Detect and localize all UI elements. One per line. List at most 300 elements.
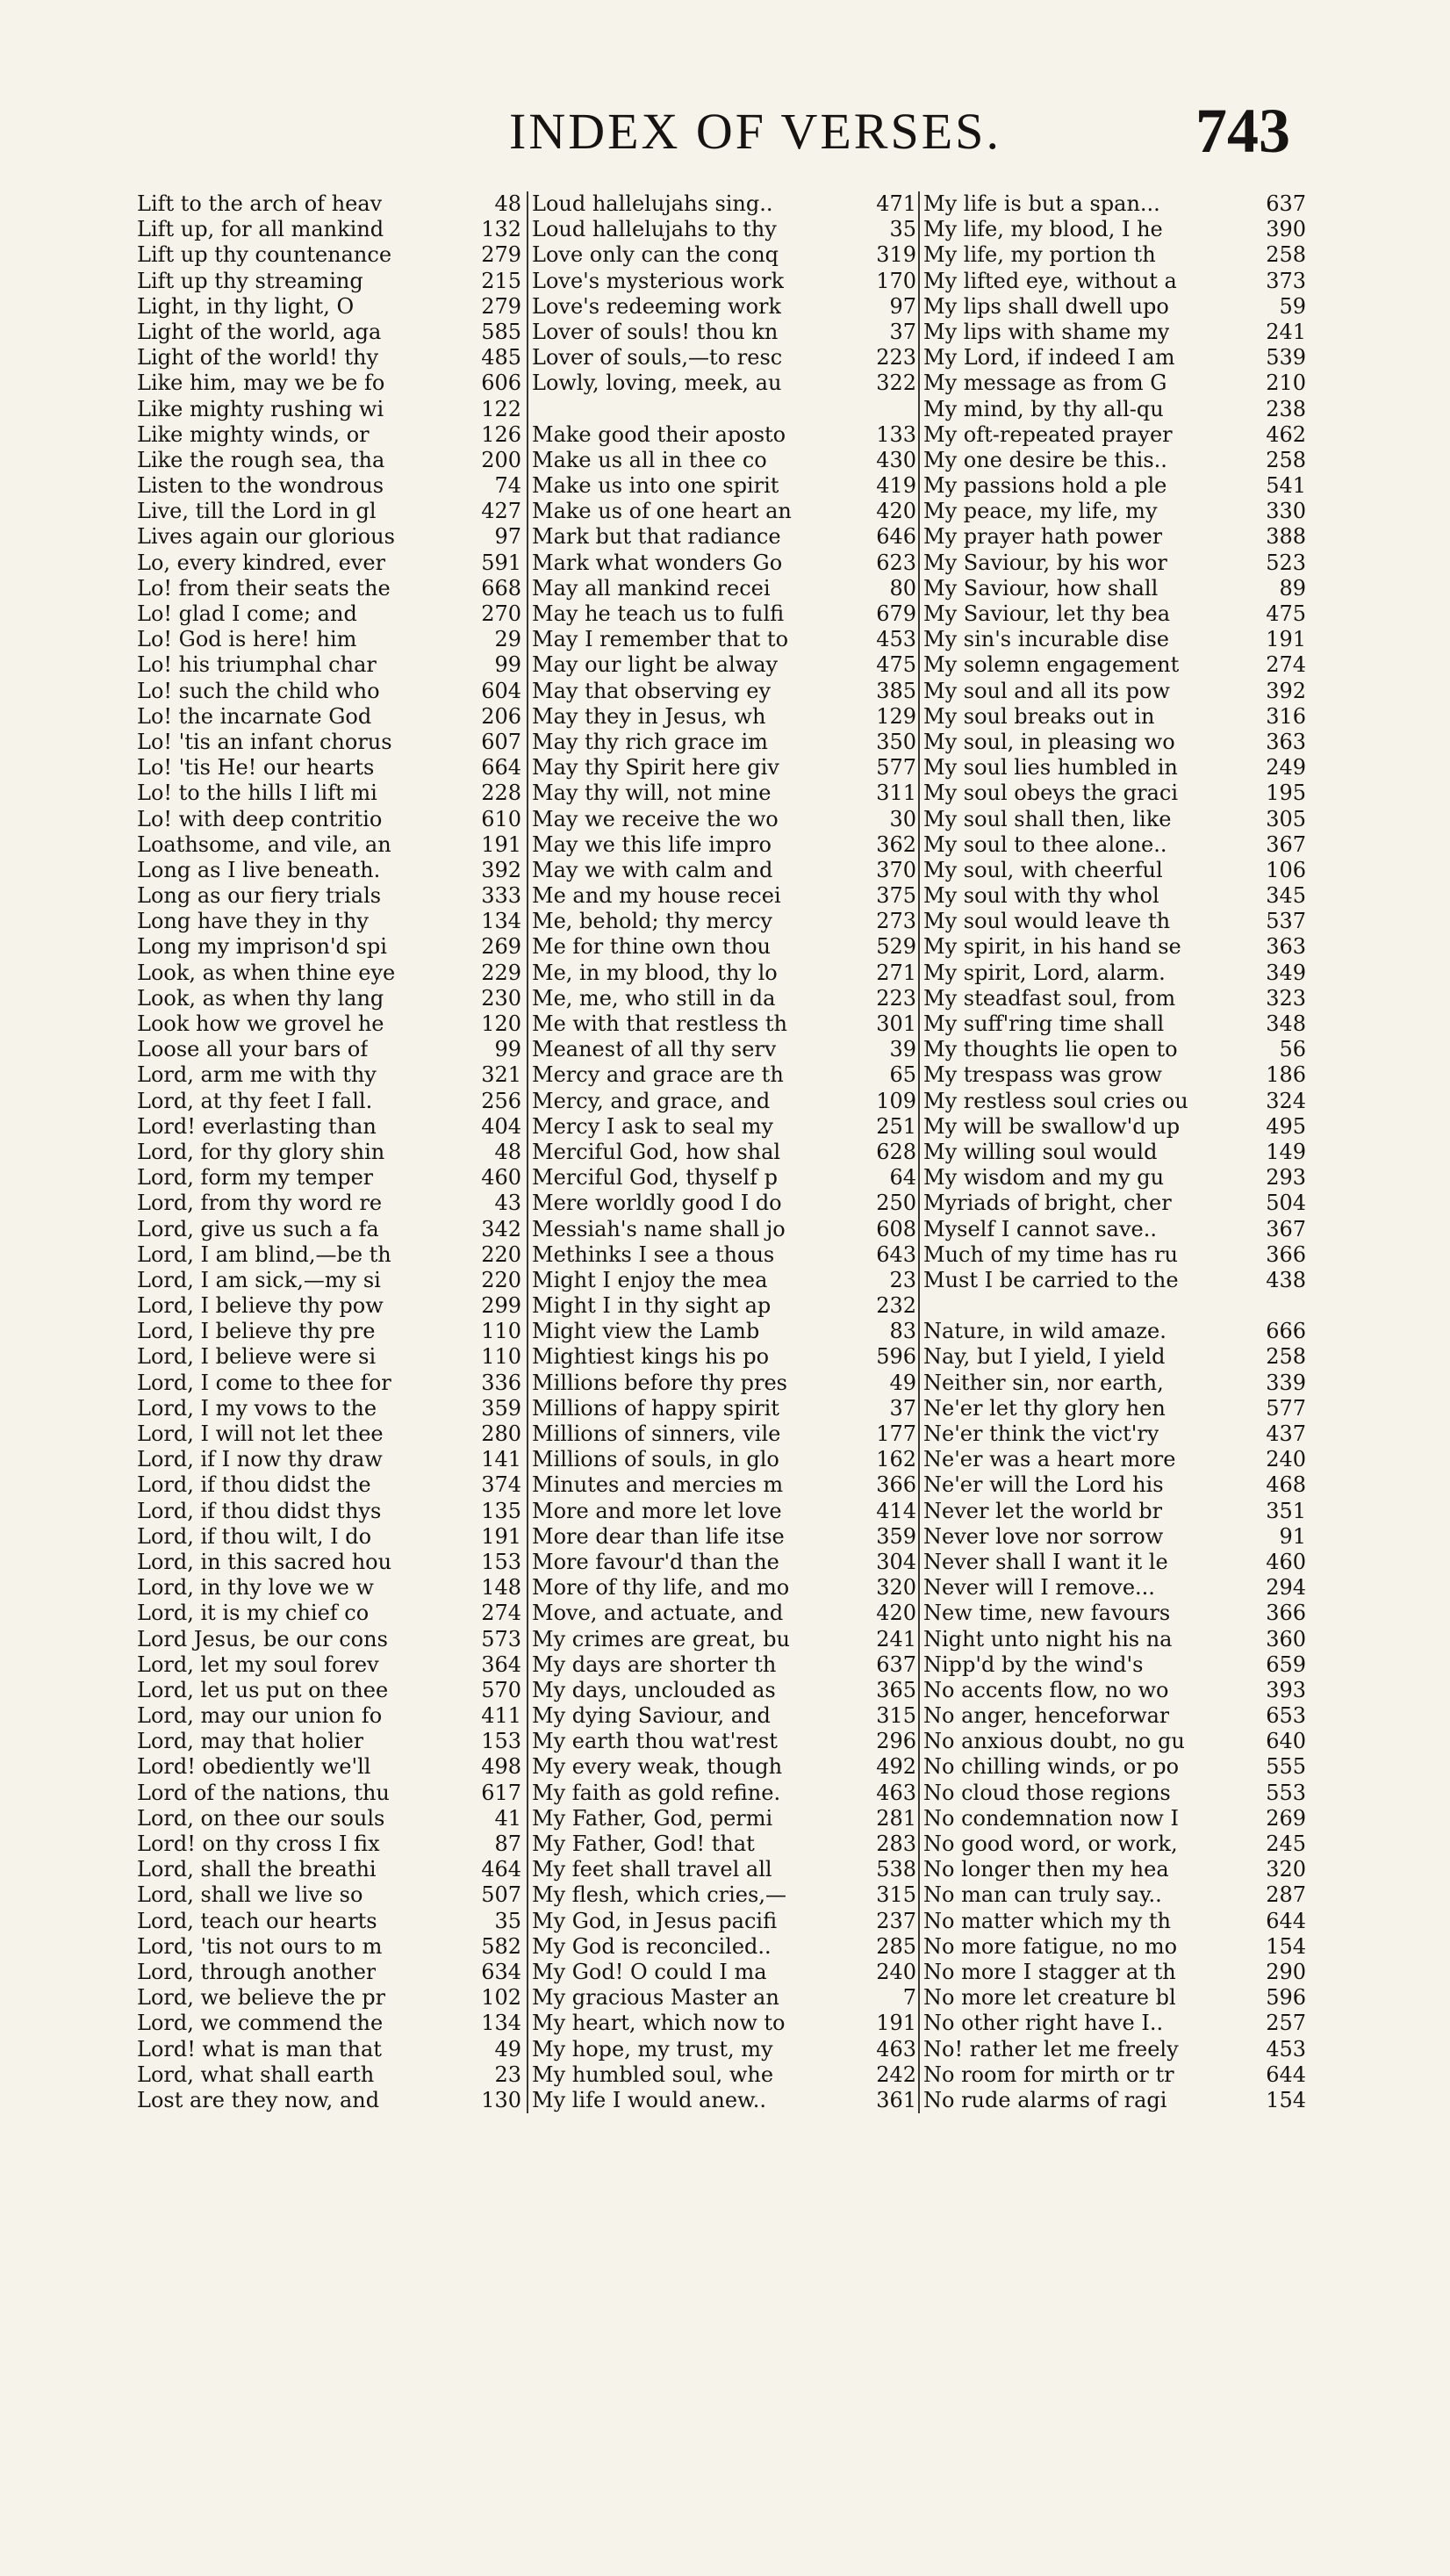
index-entry bbox=[532, 986, 916, 1011]
verse-first-line: Lo! the incarnate God bbox=[137, 703, 372, 729]
index-entry bbox=[137, 961, 521, 986]
hymn-number: 427 bbox=[481, 499, 521, 524]
index-entry bbox=[532, 1831, 916, 1857]
hymn-number: 195 bbox=[1266, 781, 1306, 806]
verse-first-line: Lo! to the hills I lift mi bbox=[137, 781, 377, 806]
hymn-number: 109 bbox=[876, 1088, 916, 1113]
hymn-number: 538 bbox=[876, 1857, 916, 1882]
verse-first-line: My soul and all its pow bbox=[923, 678, 1170, 703]
verse-first-line: My peace, my life, my bbox=[923, 499, 1158, 524]
hymn-number: 122 bbox=[481, 396, 521, 421]
hymn-number: 89 bbox=[1279, 575, 1306, 601]
index-entry bbox=[532, 883, 916, 909]
verse-first-line: Merciful God, thyself p bbox=[532, 1165, 778, 1191]
index-entry bbox=[923, 1114, 1306, 1140]
verse-first-line: New time, new favours bbox=[923, 1601, 1171, 1626]
verse-first-line: My steadfast soul, from bbox=[923, 985, 1176, 1011]
index-entry bbox=[137, 934, 521, 960]
hymn-number: 653 bbox=[1266, 1703, 1306, 1729]
index-entry bbox=[923, 1319, 1306, 1344]
hymn-number: 537 bbox=[1266, 909, 1306, 934]
index-entry bbox=[532, 2088, 916, 2113]
verse-first-line: Nay, but I yield, I yield bbox=[923, 1344, 1166, 1370]
hymn-number: 257 bbox=[1266, 2011, 1306, 2036]
index-entry bbox=[923, 1396, 1306, 1421]
index-entry bbox=[137, 1344, 521, 1370]
verse-first-line: My Father, God! that bbox=[532, 1831, 755, 1856]
hymn-number: 102 bbox=[481, 1985, 521, 2011]
index-entry bbox=[532, 1524, 916, 1550]
hymn-number: 374 bbox=[481, 1472, 521, 1498]
index-entry bbox=[923, 269, 1306, 294]
hymn-number: 359 bbox=[481, 1395, 521, 1421]
verse-first-line: No matter which my th bbox=[923, 1908, 1171, 1933]
index-entry bbox=[532, 781, 916, 806]
verse-first-line: My Lord, if indeed I am bbox=[923, 345, 1175, 371]
hymn-number: 134 bbox=[481, 909, 521, 934]
verse-first-line: My every weak, though bbox=[532, 1754, 783, 1780]
verse-first-line: My oft-repeated prayer bbox=[923, 421, 1173, 447]
index-entry bbox=[532, 858, 916, 883]
verse-first-line: No anger, henceforwar bbox=[923, 1703, 1170, 1729]
verse-first-line: Lord, if thou wilt, I do bbox=[137, 1523, 372, 1549]
hymn-number: 573 bbox=[481, 1626, 521, 1651]
hymn-number: 644 bbox=[1266, 1908, 1306, 1933]
verse-first-line: Millions of sinners, vile bbox=[532, 1421, 781, 1446]
index-entry bbox=[137, 1627, 521, 1652]
index-entry bbox=[137, 755, 521, 781]
index-entry bbox=[923, 652, 1306, 678]
verse-first-line: Loathsome, and vile, an bbox=[137, 831, 391, 857]
verse-first-line: Lowly, loving, meek, au bbox=[532, 371, 782, 396]
verse-first-line: Lover of souls,—to resc bbox=[532, 345, 783, 371]
verse-first-line: No accents flow, no wo bbox=[923, 1677, 1169, 1702]
index-entry bbox=[923, 1601, 1306, 1626]
verse-first-line: Lord of the nations, thu bbox=[137, 1780, 390, 1805]
index-entry bbox=[923, 294, 1306, 320]
hymn-number: 148 bbox=[481, 1575, 521, 1601]
hymn-number: 256 bbox=[481, 1088, 521, 1113]
verse-first-line: May thy rich grace im bbox=[532, 729, 768, 754]
hymn-number: 471 bbox=[876, 191, 916, 216]
verse-first-line: No more I stagger at th bbox=[923, 1959, 1176, 1984]
verse-first-line: Look how we grovel he bbox=[137, 1011, 384, 1036]
verse-first-line: Me, in my blood, thy lo bbox=[532, 960, 778, 985]
hymn-number: 258 bbox=[1266, 242, 1306, 268]
verse-first-line: More and more let love bbox=[532, 1498, 782, 1523]
hymn-number: 269 bbox=[1266, 1805, 1306, 1831]
index-entry bbox=[137, 832, 521, 858]
index-entry bbox=[137, 627, 521, 652]
hymn-number: 555 bbox=[1266, 1754, 1306, 1780]
verse-first-line: Ne'er let thy glory hen bbox=[923, 1395, 1166, 1421]
verse-first-line: My God, in Jesus pacifi bbox=[532, 1908, 778, 1933]
hymn-number: 539 bbox=[1266, 345, 1306, 371]
hymn-number: 149 bbox=[1266, 1139, 1306, 1164]
hymn-number: 321 bbox=[481, 1062, 521, 1088]
hymn-number: 643 bbox=[876, 1241, 916, 1267]
hymn-number: 126 bbox=[481, 421, 521, 447]
index-entry bbox=[532, 1344, 916, 1370]
index-entry bbox=[923, 550, 1306, 576]
index-entry bbox=[137, 1319, 521, 1344]
hymn-number: 315 bbox=[876, 1703, 916, 1729]
hymn-number: 336 bbox=[481, 1370, 521, 1395]
index-entry bbox=[137, 1114, 521, 1140]
verse-first-line: Lo! with deep contritio bbox=[137, 806, 383, 831]
verse-first-line: Like the rough sea, tha bbox=[137, 447, 385, 472]
verse-first-line: Lord, may that holier bbox=[137, 1729, 364, 1754]
index-entry bbox=[532, 191, 916, 217]
hymn-number: 65 bbox=[889, 1062, 916, 1088]
hymn-number: 74 bbox=[494, 473, 521, 499]
index-entry bbox=[923, 1729, 1306, 1754]
verse-first-line: Lord, shall the breathi bbox=[137, 1857, 377, 1882]
index-entry bbox=[923, 2088, 1306, 2113]
index-entry bbox=[137, 1524, 521, 1550]
index-entry bbox=[923, 1985, 1306, 2011]
verse-first-line: Lord, arm me with thy bbox=[137, 1062, 377, 1088]
verse-first-line: More dear than life itse bbox=[532, 1523, 785, 1549]
index-entry bbox=[532, 1857, 916, 1882]
verse-first-line: Long have they in thy bbox=[137, 909, 369, 934]
verse-first-line: My soul obeys the graci bbox=[923, 781, 1179, 806]
verse-first-line: Me and my house recei bbox=[532, 883, 781, 909]
verse-first-line: My lips with shame my bbox=[923, 319, 1170, 344]
hymn-number: 668 bbox=[481, 575, 521, 601]
verse-first-line: Ne'er was a heart more bbox=[923, 1447, 1176, 1472]
hymn-number: 251 bbox=[876, 1113, 916, 1139]
index-entry bbox=[532, 1754, 916, 1780]
index-entry bbox=[137, 1781, 521, 1806]
index-entry bbox=[137, 1678, 521, 1703]
verse-first-line: My soul would leave th bbox=[923, 909, 1171, 934]
index-entry bbox=[137, 1575, 521, 1601]
index-entry bbox=[923, 883, 1306, 909]
hymn-number: 191 bbox=[481, 831, 521, 857]
verse-first-line: Lord, 'tis not ours to m bbox=[137, 1933, 383, 1959]
hymn-number: 363 bbox=[1266, 729, 1306, 754]
hymn-number: 640 bbox=[1266, 1729, 1306, 1754]
hymn-number: 228 bbox=[481, 781, 521, 806]
hymn-number: 360 bbox=[1266, 1626, 1306, 1651]
index-entry bbox=[923, 1754, 1306, 1780]
verse-first-line: No longer then my hea bbox=[923, 1857, 1169, 1882]
verse-first-line: Lives again our glorious bbox=[137, 524, 395, 550]
hymn-number: 351 bbox=[1266, 1498, 1306, 1523]
verse-first-line: Ne'er will the Lord his bbox=[923, 1472, 1164, 1498]
hymn-number: 323 bbox=[1266, 985, 1306, 1011]
verse-first-line: Nipp'd by the wind's bbox=[923, 1651, 1144, 1677]
verse-first-line: My feet shall travel all bbox=[532, 1857, 772, 1882]
index-entry bbox=[923, 1062, 1306, 1088]
verse-first-line: Lord, shall we live so bbox=[137, 1882, 363, 1908]
verse-first-line: Myself I cannot save.. bbox=[923, 1216, 1157, 1241]
verse-first-line: Millions of happy spirit bbox=[532, 1395, 779, 1421]
verse-first-line: Lord, if thou didst thys bbox=[137, 1498, 382, 1523]
index-entry bbox=[137, 1729, 521, 1754]
hymn-number: 411 bbox=[481, 1703, 521, 1729]
hymn-number: 223 bbox=[876, 985, 916, 1011]
verse-first-line: Mercy I ask to seal my bbox=[532, 1113, 773, 1139]
hymn-number: 591 bbox=[481, 550, 521, 575]
index-entry bbox=[532, 652, 916, 678]
hymn-number: 392 bbox=[1266, 678, 1306, 703]
index-entry bbox=[532, 1191, 916, 1216]
verse-first-line: Lo! God is here! him bbox=[137, 627, 357, 652]
hymn-number: 279 bbox=[481, 242, 521, 268]
index-entry bbox=[532, 1934, 916, 1960]
verse-first-line: May thy Spirit here giv bbox=[532, 755, 779, 781]
hymn-number: 134 bbox=[481, 2011, 521, 2036]
hymn-number: 273 bbox=[876, 909, 916, 934]
verse-first-line: Might I enjoy the mea bbox=[532, 1267, 768, 1292]
index-entry bbox=[923, 858, 1306, 883]
index-entry bbox=[532, 807, 916, 832]
hymn-number: 210 bbox=[1266, 371, 1306, 396]
hymn-number: 339 bbox=[1266, 1370, 1306, 1395]
verse-first-line: My earth thou wat'rest bbox=[532, 1729, 778, 1754]
hymn-number: 577 bbox=[1266, 1395, 1306, 1421]
verse-first-line: Lord, I will not let thee bbox=[137, 1421, 384, 1446]
verse-first-line: Lord, teach our hearts bbox=[137, 1908, 377, 1933]
hymn-number: 385 bbox=[876, 678, 916, 703]
index-entry bbox=[137, 1140, 521, 1165]
hymn-number: 392 bbox=[481, 857, 521, 882]
verse-first-line: My soul lies humbled in bbox=[923, 755, 1178, 781]
index-entry bbox=[923, 1191, 1306, 1216]
verse-first-line: Must I be carried to the bbox=[923, 1267, 1179, 1292]
hymn-number: 679 bbox=[876, 601, 916, 626]
hymn-number: 315 bbox=[876, 1882, 916, 1908]
hymn-number: 366 bbox=[1266, 1241, 1306, 1267]
index-entry bbox=[137, 1831, 521, 1857]
index-entry bbox=[532, 755, 916, 781]
hymn-number: 596 bbox=[1266, 1985, 1306, 2011]
hymn-number: 99 bbox=[494, 1037, 521, 1062]
hymn-number: 59 bbox=[1279, 293, 1306, 319]
hymn-number: 666 bbox=[1266, 1319, 1306, 1344]
hymn-number: 623 bbox=[876, 550, 916, 575]
index-entry bbox=[923, 371, 1306, 396]
hymn-number: 320 bbox=[1266, 1857, 1306, 1882]
verse-first-line: My suff'ring time shall bbox=[923, 1011, 1165, 1036]
index-entry bbox=[532, 2062, 916, 2088]
hymn-number: 258 bbox=[1266, 447, 1306, 472]
index-entry bbox=[137, 1909, 521, 1934]
verse-first-line: My soul, with cheerful bbox=[923, 857, 1163, 882]
verse-first-line: Look, as when thine eye bbox=[137, 960, 396, 985]
index-entry bbox=[137, 679, 521, 704]
hymn-number: 153 bbox=[481, 1549, 521, 1574]
index-entry bbox=[137, 2037, 521, 2062]
index-entry bbox=[137, 1472, 521, 1498]
index-entry bbox=[532, 934, 916, 960]
index-entry bbox=[137, 524, 521, 550]
hymn-number: 250 bbox=[876, 1191, 916, 1216]
index-entry bbox=[532, 269, 916, 294]
verse-first-line: My mind, by thy all-qu bbox=[923, 396, 1164, 421]
verse-first-line: My God! O could I ma bbox=[532, 1959, 767, 1984]
hymn-number: 133 bbox=[876, 421, 916, 447]
hymn-number: 367 bbox=[1266, 1216, 1306, 1241]
verse-first-line: Lord, may our union fo bbox=[137, 1703, 383, 1729]
index-entry bbox=[532, 1627, 916, 1652]
index-entry bbox=[532, 1242, 916, 1268]
verse-first-line: Lord! obediently we'll bbox=[137, 1754, 371, 1780]
hymn-number: 206 bbox=[481, 703, 521, 729]
index-entry bbox=[137, 576, 521, 601]
index-entry bbox=[532, 601, 916, 627]
verse-first-line: Long my imprison'd spi bbox=[137, 934, 387, 960]
hymn-number: 110 bbox=[481, 1344, 521, 1370]
hymn-number: 553 bbox=[1266, 1780, 1306, 1805]
verse-first-line: My Saviour, by his wor bbox=[923, 550, 1167, 575]
hymn-number: 281 bbox=[876, 1805, 916, 1831]
index-entry bbox=[923, 1524, 1306, 1550]
index-entry bbox=[532, 1268, 916, 1293]
index-entry bbox=[923, 755, 1306, 781]
index-entry bbox=[532, 499, 916, 524]
verse-first-line: Look, as when thy lang bbox=[137, 985, 384, 1011]
hymn-number: 366 bbox=[1266, 1601, 1306, 1626]
index-entry bbox=[532, 448, 916, 473]
hymn-number: 404 bbox=[481, 1113, 521, 1139]
verse-first-line: No anxious doubt, no gu bbox=[923, 1729, 1185, 1754]
hymn-number: 388 bbox=[1266, 524, 1306, 550]
hymn-number: 301 bbox=[876, 1011, 916, 1036]
index-entry bbox=[923, 1909, 1306, 1934]
index-entry bbox=[923, 1344, 1306, 1370]
verse-first-line: Lord, let us put on thee bbox=[137, 1677, 389, 1702]
index-entry bbox=[923, 909, 1306, 934]
hymn-number: 241 bbox=[876, 1626, 916, 1651]
index-entry bbox=[532, 524, 916, 550]
index-entry bbox=[137, 730, 521, 755]
verse-first-line: My thoughts lie open to bbox=[923, 1037, 1178, 1062]
verse-first-line: Light of the world! thy bbox=[137, 345, 379, 371]
index-entry bbox=[923, 1037, 1306, 1062]
index-entry bbox=[532, 909, 916, 934]
hymn-number: 342 bbox=[481, 1216, 521, 1241]
verse-first-line: Might view the Lamb bbox=[532, 1319, 760, 1344]
hymn-number: 305 bbox=[1266, 806, 1306, 831]
verse-first-line: Make us of one heart an bbox=[532, 499, 792, 524]
verse-first-line: Lord, we commend the bbox=[137, 2011, 384, 2036]
index-entry bbox=[923, 832, 1306, 858]
verse-first-line: Me for thine own thou bbox=[532, 934, 771, 960]
verse-first-line: May they in Jesus, wh bbox=[532, 703, 766, 729]
verse-first-line: My life is but a span... bbox=[923, 191, 1160, 216]
index-entry bbox=[137, 1934, 521, 1960]
index-entry bbox=[532, 1089, 916, 1114]
verse-first-line: Lord, if thou didst the bbox=[137, 1472, 371, 1498]
hymn-number: 271 bbox=[876, 960, 916, 985]
verse-first-line: Mercy and grace are th bbox=[532, 1062, 784, 1088]
hymn-number: 120 bbox=[481, 1011, 521, 1036]
hymn-number: 608 bbox=[876, 1216, 916, 1241]
verse-first-line: Like him, may we be fo bbox=[137, 371, 385, 396]
verse-first-line: Lord, I believe were si bbox=[137, 1344, 377, 1370]
verse-first-line: Loose all your bars of bbox=[137, 1037, 369, 1062]
verse-first-line: Love's mysterious work bbox=[532, 268, 785, 293]
hymn-number: 475 bbox=[1266, 601, 1306, 626]
verse-first-line: Minutes and mercies m bbox=[532, 1472, 784, 1498]
hymn-number: 229 bbox=[481, 960, 521, 985]
index-entry bbox=[137, 294, 521, 320]
verse-first-line: May I remember that to bbox=[532, 627, 789, 652]
hymn-number: 350 bbox=[876, 729, 916, 754]
hymn-number: 240 bbox=[1266, 1447, 1306, 1472]
hymn-number: 153 bbox=[481, 1729, 521, 1754]
hymn-number: 141 bbox=[481, 1447, 521, 1472]
verse-first-line: Much of my time has ru bbox=[923, 1241, 1179, 1267]
hymn-number: 585 bbox=[481, 319, 521, 344]
hymn-number: 43 bbox=[494, 1191, 521, 1216]
index-entry bbox=[923, 422, 1306, 448]
index-entry bbox=[137, 1806, 521, 1831]
index-entry bbox=[532, 1678, 916, 1703]
hymn-number: 523 bbox=[1266, 550, 1306, 575]
hymn-number: 280 bbox=[481, 1421, 521, 1446]
index-entry bbox=[532, 1062, 916, 1088]
hymn-number: 258 bbox=[1266, 1344, 1306, 1370]
verse-first-line: Lord, I believe thy pre bbox=[137, 1319, 376, 1344]
hymn-number: 644 bbox=[1266, 2062, 1306, 2087]
hymn-number: 460 bbox=[1266, 1549, 1306, 1574]
index-entry bbox=[923, 1575, 1306, 1601]
index-entry bbox=[137, 1960, 521, 1985]
hymn-number: 215 bbox=[481, 268, 521, 293]
index-entry bbox=[137, 1447, 521, 1472]
verse-first-line: May all mankind recei bbox=[532, 575, 771, 601]
index-entry bbox=[923, 1165, 1306, 1191]
verse-first-line: Lord Jesus, be our cons bbox=[137, 1626, 388, 1651]
index-entry bbox=[137, 1652, 521, 1678]
hymn-number: 232 bbox=[876, 1293, 916, 1319]
verse-first-line: Lo! 'tis an infant chorus bbox=[137, 729, 392, 754]
verse-first-line: Lo! glad I come; and bbox=[137, 601, 357, 626]
hymn-number: 39 bbox=[889, 1037, 916, 1062]
index-entry bbox=[532, 1652, 916, 1678]
hymn-number: 223 bbox=[876, 345, 916, 371]
hymn-number: 293 bbox=[1266, 1165, 1306, 1191]
hymn-number: 462 bbox=[1266, 421, 1306, 447]
index-entry bbox=[532, 1396, 916, 1421]
verse-first-line: Make us into one spirit bbox=[532, 473, 779, 499]
hymn-number: 430 bbox=[876, 447, 916, 472]
page-title: INDEX OF VERSES. bbox=[509, 103, 1001, 160]
index-entry bbox=[137, 858, 521, 883]
hymn-number: 463 bbox=[876, 2036, 916, 2062]
verse-first-line: Never let the world br bbox=[923, 1498, 1163, 1523]
hymn-number: 294 bbox=[1266, 1575, 1306, 1601]
hymn-number: 287 bbox=[1266, 1882, 1306, 1908]
index-entry bbox=[137, 1293, 521, 1319]
index-entry bbox=[137, 191, 521, 217]
hymn-number: 91 bbox=[1279, 1523, 1306, 1549]
index-entry bbox=[923, 1857, 1306, 1882]
hymn-number: 304 bbox=[876, 1549, 916, 1574]
verse-first-line: Loud hallelujahs to thy bbox=[532, 217, 777, 242]
hymn-number: 242 bbox=[876, 2062, 916, 2087]
hymn-number: 453 bbox=[876, 627, 916, 652]
hymn-number: 170 bbox=[876, 268, 916, 293]
verse-first-line: No! rather let me freely bbox=[923, 2036, 1179, 2062]
verse-first-line: Live, till the Lord in gl bbox=[137, 499, 377, 524]
index-entry bbox=[137, 550, 521, 576]
index-entry bbox=[532, 1114, 916, 1140]
